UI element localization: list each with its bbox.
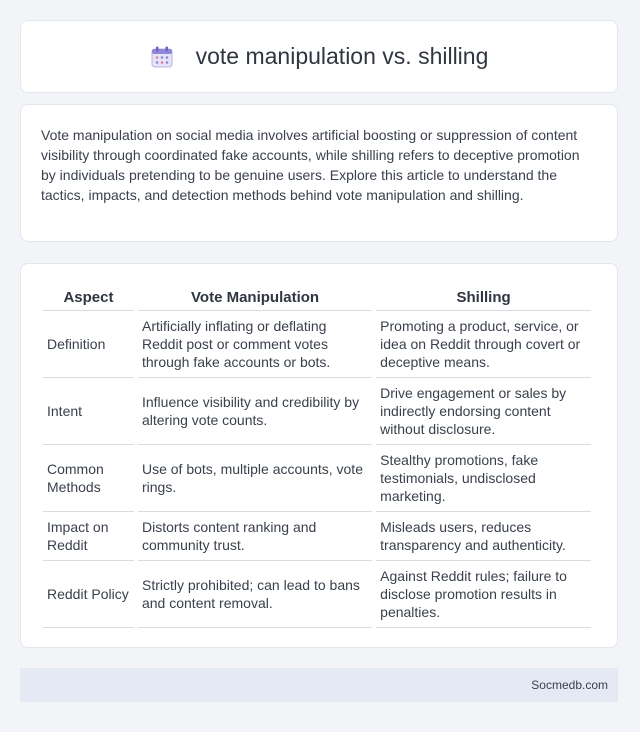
row-shilling: Against Reddit rules; failure to disclose promotion results in penalties. bbox=[376, 561, 591, 628]
comparison-card bbox=[20, 263, 618, 648]
title-card bbox=[20, 20, 618, 93]
table-header-row bbox=[43, 286, 591, 311]
table-row bbox=[43, 378, 591, 445]
row-aspect: Intent bbox=[43, 378, 134, 445]
page-title: vote manipulation vs. shilling bbox=[195, 43, 489, 69]
row-shilling: Drive engagement or sales by indirectly endorsing content without disclosure. bbox=[376, 378, 591, 445]
row-vote-manipulation: Strictly prohibited; can lead to bans and content removal. bbox=[138, 561, 372, 628]
row-vote-manipulation: Artificially inflating or deflating Reddit post or comment votes through fake accounts or bots. bbox=[138, 311, 372, 378]
row-vote-manipulation: Influence visibility and credibility by altering vote counts. bbox=[138, 378, 372, 445]
row-vote-manipulation: Use of bots, multiple accounts, vote rings. bbox=[138, 445, 372, 512]
row-vote-manipulation: Distorts content ranking and community trust. bbox=[138, 512, 372, 561]
footer bbox=[20, 668, 618, 702]
footer-site-link[interactable]: Socmedb.com bbox=[531, 678, 608, 692]
intro-paragraph: Vote manipulation on social media involves artificial boosting or suppression of content visibility through coordinated fake accounts, while shilling refers to deceptive promotion by individuals pretending to be genuine users. Explore this article to understand the tactics, impacts, and detection methods behind vote manipulation and shilling. bbox=[41, 127, 580, 203]
title-wrap bbox=[150, 43, 489, 70]
row-aspect: Common Methods bbox=[43, 445, 134, 512]
header-aspect: Aspect bbox=[43, 286, 134, 311]
calendar-icon bbox=[150, 45, 174, 69]
row-shilling: Misleads users, reduces transparency and authenticity. bbox=[376, 512, 591, 561]
row-aspect: Impact on Reddit bbox=[43, 512, 134, 561]
table-row bbox=[43, 561, 591, 628]
header-shilling: Shilling bbox=[376, 286, 591, 311]
comparison-table bbox=[39, 286, 595, 628]
row-aspect: Reddit Policy bbox=[43, 561, 134, 628]
row-aspect: Definition bbox=[43, 311, 134, 378]
row-shilling: Promoting a product, service, or idea on Reddit through covert or deceptive means. bbox=[376, 311, 591, 378]
row-shilling: Stealthy promotions, fake testimonials, undisclosed marketing. bbox=[376, 445, 591, 512]
intro-card bbox=[20, 104, 618, 242]
table-row bbox=[43, 311, 591, 378]
header-vote-manipulation: Vote Manipulation bbox=[138, 286, 372, 311]
table-row bbox=[43, 445, 591, 512]
table-row bbox=[43, 512, 591, 561]
